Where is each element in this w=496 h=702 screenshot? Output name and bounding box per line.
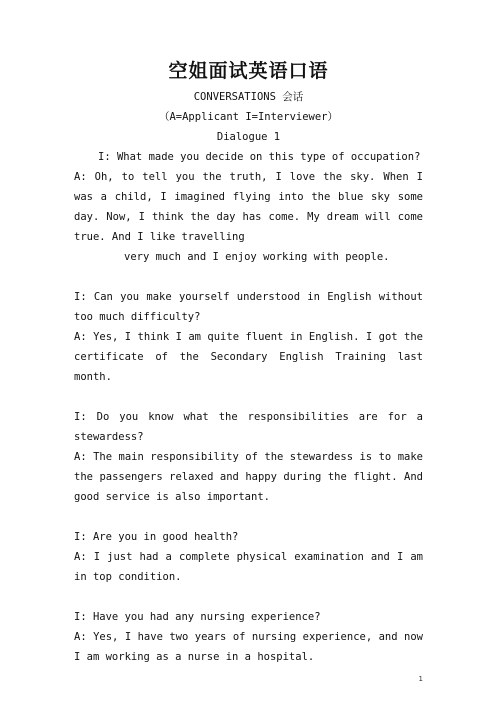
paragraph-gap — [74, 267, 423, 287]
answer-2: A: Yes, I think I am quite fluent in English. I got the certificate of the Secondary English Training last month. — [74, 331, 423, 383]
document-page — [74, 0, 423, 667]
role-legend: （A=Applicant I=Interviewer） — [158, 111, 339, 123]
question-4: I: Are you in good health? — [74, 531, 239, 543]
answer-4: A: I just had a complete physical examination and I am in top condition. — [74, 551, 423, 583]
page-number: 1 — [418, 675, 423, 683]
paragraph-gap — [74, 387, 423, 407]
answer-3: A: The main responsibility of the stewardess is to make the passengers relaxed and happy during the flight. And good service is also important. — [74, 451, 423, 503]
document-title: 空姐面试英语口语 — [168, 60, 329, 82]
paragraph-gap — [74, 507, 423, 527]
document-subtitle: CONVERSATIONS 会话 — [193, 91, 304, 103]
answer-1: A: Oh, to tell you the truth, I love the sky. When I was a child, I imagined flying into the blue sky some day. Now, I think the day has come. My dream will come true. And I like travelling — [74, 171, 423, 243]
question-1: I: What made you decide on this type of occupation? — [98, 151, 421, 163]
question-3: I: Do you know what the responsibilities are for a stewardess? — [74, 411, 423, 443]
question-2: I: Can you make yourself understood in English without too much difficulty? — [74, 291, 423, 323]
dialogue-heading: Dialogue 1 — [216, 131, 281, 143]
question-5: I: Have you had any nursing experience? — [74, 611, 321, 623]
answer-1-continued: very much and I enjoy working with people. — [124, 251, 390, 263]
answer-5: A: Yes, I have two years of nursing experience, and now I am working as a nurse in a hospital. — [74, 631, 423, 663]
paragraph-gap — [74, 587, 423, 607]
